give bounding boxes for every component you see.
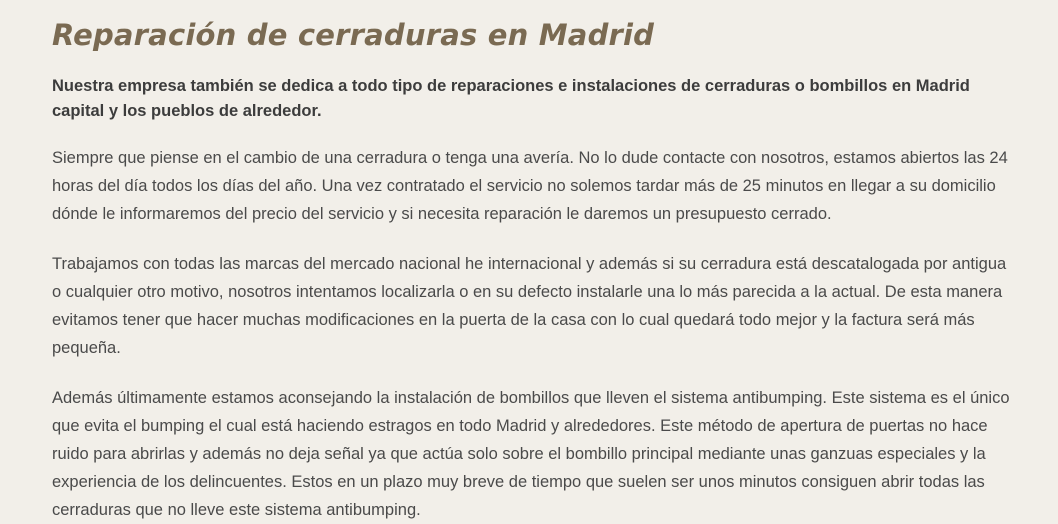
article-lead-paragraph: Nuestra empresa también se dedica a todo tipo de reparaciones e instalaciones de cerraduras o bombillos en Madrid capital y los pueblos de alrededor. (52, 77, 970, 120)
article-paragraph: Además últimamente estamos aconsejando la instalación de bombillos que lleven el sistema antibumping. Este sistema es el único que evita el bumping el cual está haciendo estragos en todo Madrid y alrededores. Este método de apertura de puertas no hace ruido para abrirlas y además no deja señal ya que actúa solo sobre el bombillo principal mediante unas ganzuas especiales y la experiencia de los delincuentes. Estos en un plazo muy breve de tiempo que suelen ser unos minutos consiguen abrir todas las cerraduras que no lleve este sistema antibumping. (52, 389, 1010, 519)
article-paragraph: Trabajamos con todas las marcas del mercado nacional he internacional y además si su cerradura está descatalogada por antigua o cualquier otro motivo, nosotros intentamos localizarla o en su defecto instalarle una lo más parecida a la actual. De esta manera evitamos tener que hacer muchas modificaciones en la puerta de la casa con lo cual quedará todo mejor y la factura será más pequeña. (52, 255, 1007, 357)
page-title: Reparación de cerraduras en Madrid (52, 18, 655, 52)
page-left-margin (0, 0, 6, 507)
article-paragraph: Siempre que piense en el cambio de una cerradura o tenga una avería. No lo dude contacte con nosotros, estamos abiertos las 24 horas del día todos los días del año. Una vez contratado el servicio no solemos tardar más de 25 minutos en llegar a su domicilio dónde le informaremos del precio del servicio y si necesita reparación le daremos un presupuesto cerrado. (52, 149, 1008, 223)
